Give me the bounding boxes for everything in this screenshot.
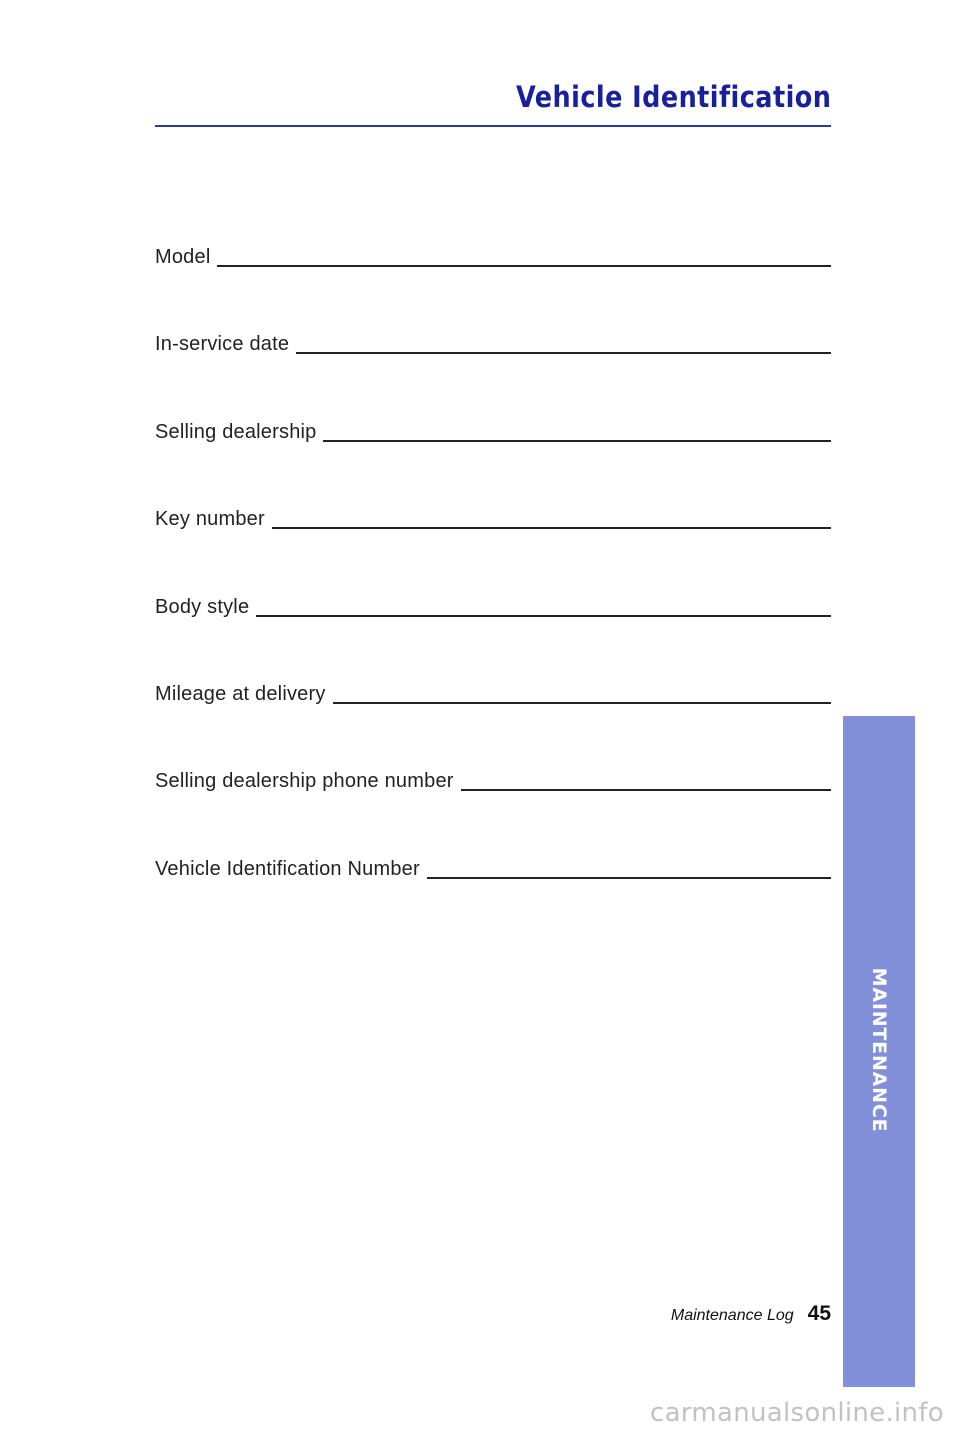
- footer-section-name: Maintenance Log: [670, 1307, 794, 1324]
- form-row-model: [155, 240, 831, 268]
- form-row-vin: [155, 792, 831, 879]
- page-header: [155, 78, 831, 127]
- page-number: 45: [807, 1302, 831, 1325]
- vehicle-identification-form: [155, 240, 831, 880]
- field-label-model: Model: [155, 246, 211, 268]
- field-line-selling-dealership: [323, 440, 831, 442]
- field-line-body-style: [256, 615, 831, 617]
- field-label-selling-dealership: Selling dealership: [155, 420, 317, 443]
- field-line-key-number: [272, 527, 831, 529]
- field-line-vin: [427, 877, 831, 879]
- field-line-dealership-phone: [461, 789, 831, 791]
- field-label-body-style: Body style: [155, 595, 250, 618]
- form-row-in-service-date: [155, 268, 831, 355]
- form-row-mileage-at-delivery: [155, 618, 831, 705]
- field-label-vin: Vehicle Identification Number: [155, 857, 420, 880]
- field-line-mileage-at-delivery: [333, 702, 831, 704]
- side-tab-label-wrap: [843, 0, 915, 1433]
- form-row-dealership-phone: [155, 705, 831, 792]
- form-row-selling-dealership: [155, 355, 831, 442]
- side-tab-label: MAINTENANCE: [868, 967, 890, 1133]
- field-line-in-service-date: [296, 352, 831, 354]
- page-footer: [671, 1302, 831, 1326]
- page-title: Vehicle Identification: [515, 80, 831, 114]
- form-row-key-number: [155, 443, 831, 530]
- form-row-body-style: [155, 530, 831, 617]
- field-line-model: [217, 265, 831, 267]
- field-label-mileage-at-delivery: Mileage at delivery: [155, 682, 326, 705]
- field-label-dealership-phone: Selling dealership phone number: [155, 770, 454, 793]
- field-label-in-service-date: In-service date: [155, 333, 290, 356]
- watermark: carmanualsonline.info: [649, 1398, 944, 1428]
- field-label-key-number: Key number: [155, 508, 265, 531]
